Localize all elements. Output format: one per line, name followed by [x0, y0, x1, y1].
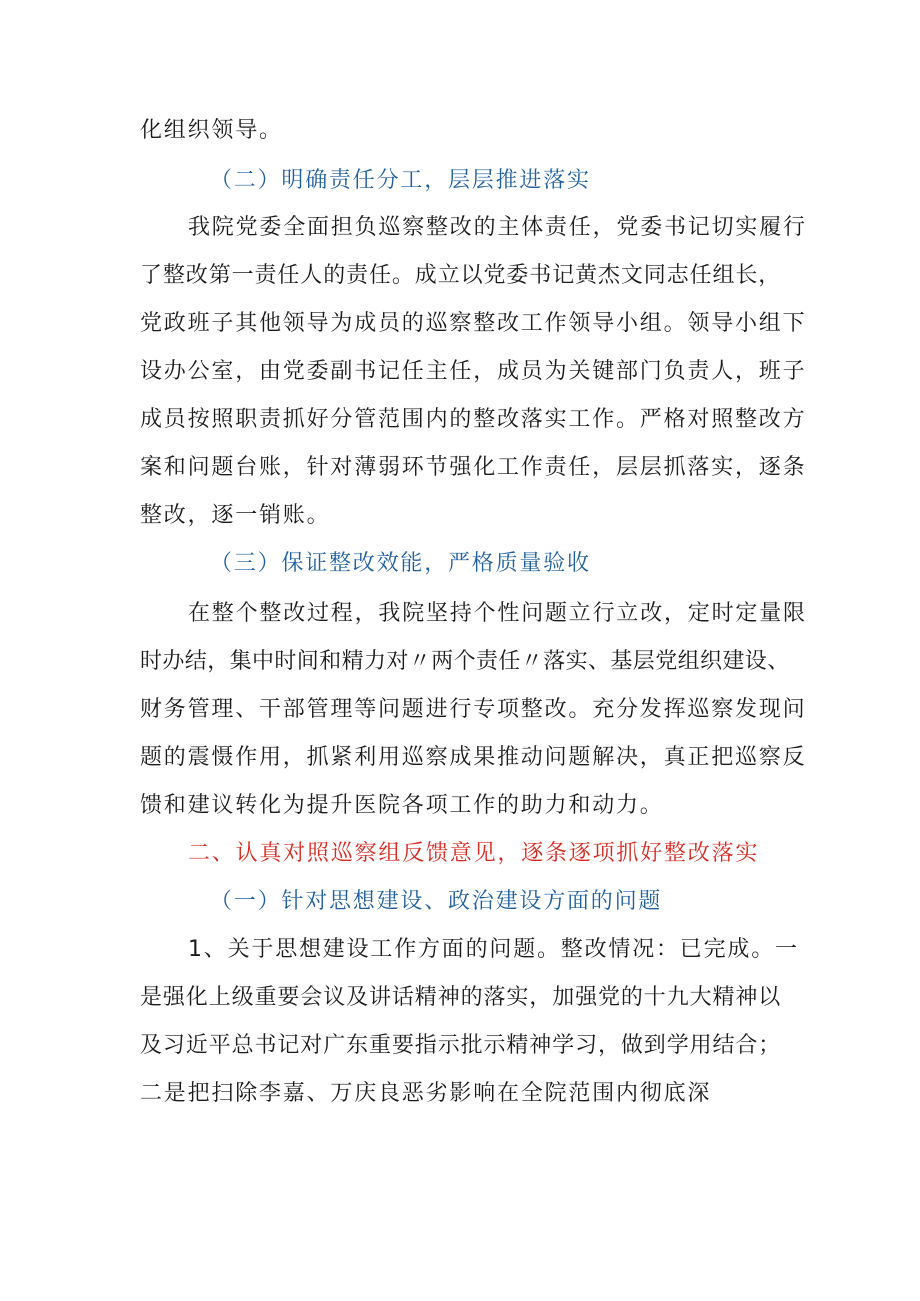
paragraph-line: 二是把扫除李嘉、万庆良恶劣影响在全院范围内彻底深 [140, 1081, 712, 1106]
paragraph-line: 了整改第一责任人的责任。成立以党委书记黄杰文同志任组长， [140, 263, 782, 288]
paragraph-line: 1、关于思想建设工作方面的问题。整改情况：已完成。一 [188, 937, 799, 962]
section-heading-2: 二、认真对照巡察组反馈意见，逐条逐项抓好整改落实 [188, 841, 760, 866]
paragraph-line: 我院党委全面担负巡察整改的主体责任，党委书记切实履行 [188, 215, 807, 240]
paragraph-line: 设办公室，由党委副书记任主任，成员为关键部门负责人，班子 [140, 359, 807, 384]
paragraph-line: 题的震慑作用，抓紧利用巡察成果推动问题解决，真正把巡察反 [140, 745, 807, 770]
subheading-3: （三）保证整改效能，严格质量验收 [210, 551, 591, 576]
paragraph-line: 在整个整改过程，我院坚持个性问题立行立改，定时定量限 [188, 601, 807, 626]
paragraph-line: 整改，逐一销账。 [140, 503, 331, 528]
paragraph-line: 是强化上级重要会议及讲话精神的落实，加强党的十九大精神以 [140, 985, 782, 1010]
subheading-2: （二）明确责任分工，层层推进落实 [210, 168, 591, 193]
paragraph-line: 成员按照职责抓好分管范围内的整改落实工作。严格对照整改方 [140, 407, 807, 432]
paragraph-line: 馈和建议转化为提升医院各项工作的助力和动力。 [140, 793, 664, 818]
paragraph-line: 党政班子其他领导为成员的巡察整改工作领导小组。领导小组下 [140, 311, 807, 336]
paragraph-line: 化组织领导。 [140, 118, 283, 143]
subheading-1: （一）针对思想建设、政治建设方面的问题 [210, 889, 663, 914]
paragraph-line: 财务管理、干部管理等问题进行专项整改。充分发挥巡察发现问 [140, 697, 807, 722]
paragraph-line: 及习近平总书记对广东重要指示批示精神学习，做到学用结合； [140, 1033, 782, 1058]
paragraph-line: 案和问题台账，针对薄弱环节强化工作责任，层层抓落实，逐条 [140, 455, 807, 480]
paragraph-line: 时办结，集中时间和精力对〃两个责任〃落实、基层党组织建设、 [140, 649, 790, 674]
